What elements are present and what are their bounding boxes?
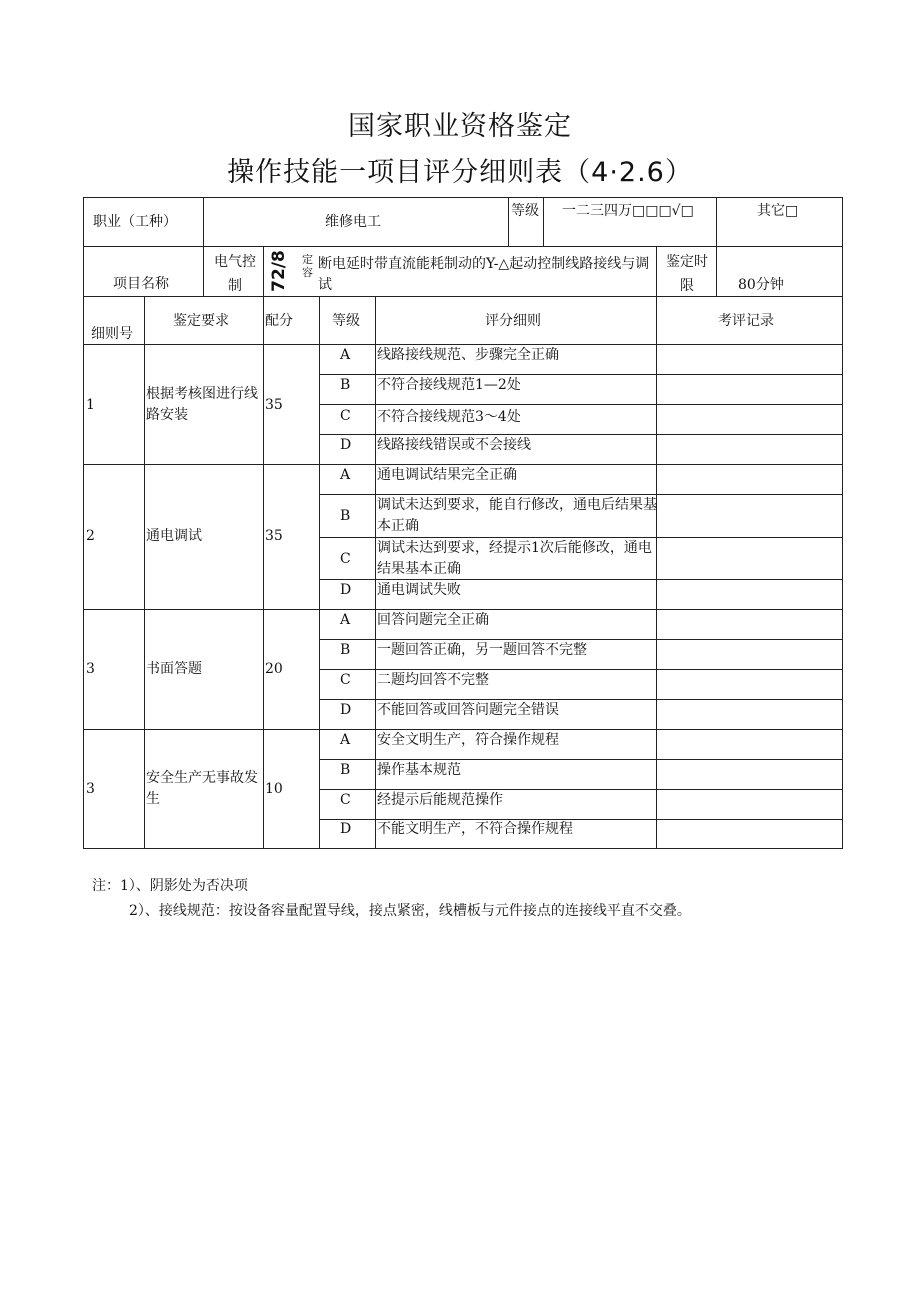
col-header-requirement: 鉴定要求 xyxy=(173,313,229,329)
level-cell: B xyxy=(340,377,351,393)
criteria-cell: 操作基本规范 xyxy=(377,762,461,778)
group-requirement: 通电调试 xyxy=(146,528,202,544)
criteria-cell: 线路接线错误或不会接线 xyxy=(377,437,531,453)
criteria-cell: 回答问题完全正确 xyxy=(377,612,489,628)
time-value: 80分钟 xyxy=(738,277,784,293)
level-cell: A xyxy=(340,732,351,748)
criteria-cell: 线路接线规范、步骤完全正确 xyxy=(377,347,559,363)
group-requirement: 书面答题 xyxy=(146,661,202,677)
group-requirement: 安全生产无事故发生 xyxy=(146,770,258,807)
group-id: 3 xyxy=(86,781,95,797)
criteria-cell: 调试未达到要求，能自行修改，通电后结果基本正确 xyxy=(377,497,657,534)
col-divider xyxy=(203,197,204,246)
group-score: 10 xyxy=(265,781,283,797)
col-divider xyxy=(508,197,509,246)
project-type: 电气控制 xyxy=(214,254,256,294)
col-divider xyxy=(543,197,544,246)
col-divider xyxy=(263,296,264,849)
document-subtitle: 操作技能一项目评分细则表（4·2.6） xyxy=(227,157,693,188)
level-cell: C xyxy=(340,408,351,424)
note-2: 2）、接线规范：按设备容量配置导线，接点紧密，线槽板与元件接点的连接线平直不交叠。 xyxy=(129,903,691,919)
col-divider xyxy=(319,296,320,849)
note-1: 注：1）、阴影处为否决项 xyxy=(92,878,248,894)
occupation-label: 职业（工种） xyxy=(93,214,177,230)
criteria-cell: 通电调试失败 xyxy=(377,582,461,598)
col-header-criteria: 评分细则 xyxy=(485,313,541,329)
criteria-cell: 安全文明生产，符合操作规程 xyxy=(377,732,559,748)
level-cell: D xyxy=(340,702,352,718)
criteria-cell: 调试未达到要求，经提示1次后能修改，通电结果基本正确 xyxy=(377,540,652,577)
criteria-cell: 二题均回答不完整 xyxy=(377,672,489,688)
criteria-cell: 不符合接线规范3～4处 xyxy=(377,409,521,425)
other-label: 其它□ xyxy=(757,203,799,219)
group-id: 2 xyxy=(86,528,95,544)
col-divider xyxy=(263,246,264,296)
level-cell: C xyxy=(340,792,351,808)
level-cell: B xyxy=(340,508,351,524)
document-title: 国家职业资格鉴定 xyxy=(348,111,572,142)
time-label: 鉴定时限 xyxy=(666,254,708,294)
group-score: 35 xyxy=(265,528,283,544)
project-label: 项目名称 xyxy=(113,276,169,292)
level-cell: A xyxy=(340,347,351,363)
criteria-cell: 通电调试结果完全正确 xyxy=(377,467,517,483)
col-header-level: 等级 xyxy=(332,313,360,329)
col-header-score: 配分 xyxy=(265,313,293,329)
criteria-cell: 不符合接线规范1—2处 xyxy=(377,377,521,393)
group-requirement: 根据考核图进行线路安装 xyxy=(146,386,258,423)
criteria-cell: 经提示后能规范操作 xyxy=(377,792,503,808)
level-cell: D xyxy=(340,821,352,837)
col-divider xyxy=(375,296,376,849)
row-divider xyxy=(83,246,843,247)
grade-label: 等级 xyxy=(511,203,539,219)
col-divider xyxy=(716,197,717,246)
criteria-cell: 不能文明生产，不符合操作规程 xyxy=(377,821,573,837)
criteria-cell: 一题回答正确，另一题回答不完整 xyxy=(377,642,587,658)
level-cell: B xyxy=(340,762,351,778)
col-divider xyxy=(144,296,145,849)
project-value: 断电延时带直流能耗制动的Y-△起动控制线路接线与调试 xyxy=(318,256,650,293)
grade-options: 一二三四万□□□√□ xyxy=(562,203,694,219)
level-cell: D xyxy=(340,437,352,453)
sub-row-divider xyxy=(319,404,843,405)
col-header-id: 细则号 xyxy=(91,326,133,342)
group-score: 35 xyxy=(265,397,283,413)
level-cell: A xyxy=(340,612,351,628)
stamp-mark: 72/8 xyxy=(268,250,289,292)
level-cell: B xyxy=(340,642,351,658)
level-cell: D xyxy=(340,582,352,598)
level-cell: C xyxy=(340,672,351,688)
level-cell: C xyxy=(340,551,351,567)
criteria-cell: 不能回答或回答问题完全错误 xyxy=(377,702,559,718)
group-score: 20 xyxy=(265,661,283,677)
occupation-value: 维修电工 xyxy=(325,214,381,230)
col-divider xyxy=(656,246,657,296)
group-id: 3 xyxy=(86,661,95,677)
level-cell: A xyxy=(340,467,351,483)
col-divider xyxy=(716,246,717,296)
content-label: 定容 xyxy=(302,253,313,279)
col-header-record: 考评记录 xyxy=(718,313,774,329)
group-id: 1 xyxy=(86,397,95,413)
col-divider xyxy=(203,246,204,296)
row-divider xyxy=(83,296,843,297)
